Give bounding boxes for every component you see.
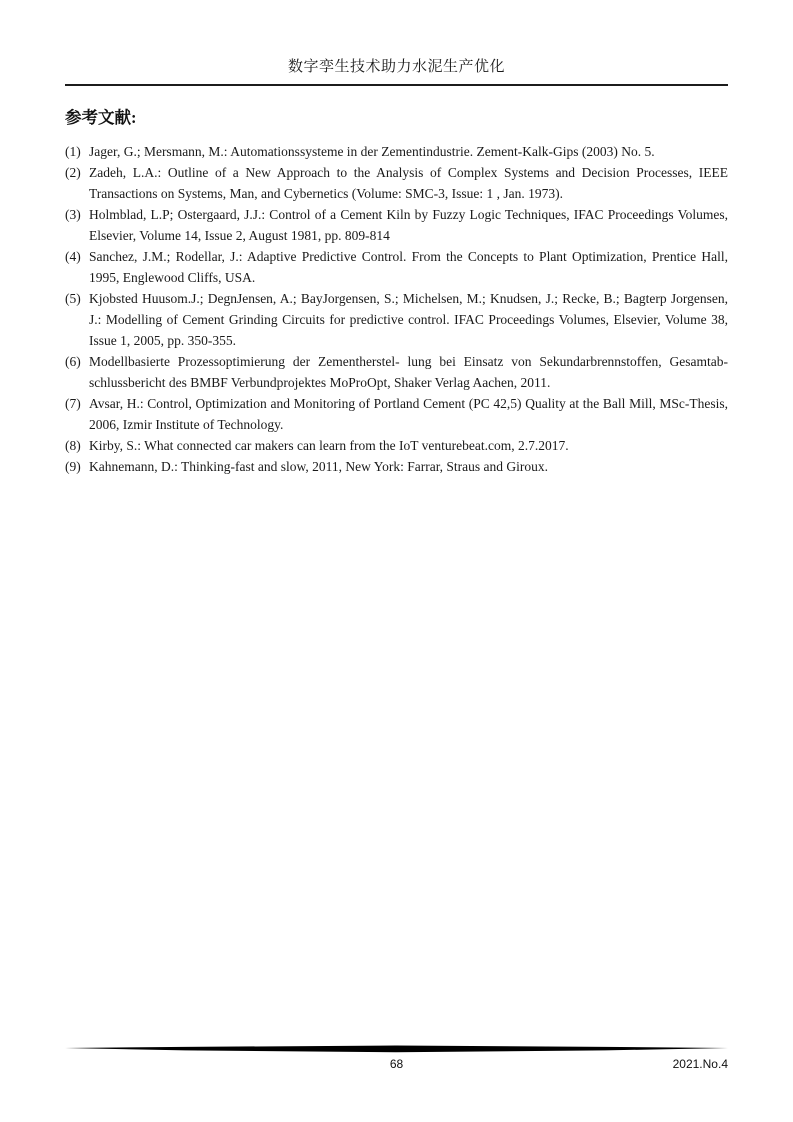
reference-marker: (6) (65, 354, 81, 369)
reference-item (65, 162, 728, 204)
reference-text: Zadeh, L.A.: Outline of a New Approach to the Analysis of Complex Systems and Decision Processes, IEEE Transactions on Systems, Man, and Cybernetics (Volume: SMC-3, Issue: 1 , Jan. 1973). (89, 165, 728, 201)
reference-marker: (4) (65, 249, 81, 264)
footer-meta (65, 1056, 728, 1072)
references-section (65, 107, 728, 477)
running-header-title: 数字孪生技术助力水泥生产优化 (287, 59, 505, 75)
issue-label: 2021.No.4 (672, 1057, 728, 1071)
reference-item (65, 456, 728, 477)
reference-item (65, 435, 728, 456)
reference-item (65, 246, 728, 288)
reference-item (65, 351, 728, 393)
reference-marker: (2) (65, 165, 81, 180)
reference-text: Jager, G.; Mersmann, M.: Automationssysteme in der Zementindustrie. Zement-Kalk-Gips (2003) No. 5. (89, 144, 655, 159)
page-number: 68 (389, 1057, 404, 1071)
reference-item (65, 393, 728, 435)
reference-marker: (3) (65, 207, 81, 222)
reference-marker: (5) (65, 291, 81, 306)
reference-marker: (9) (65, 459, 81, 474)
reference-item (65, 141, 728, 162)
references-heading: 参考文献: (65, 108, 137, 127)
page-footer (65, 1045, 728, 1072)
footer-divider (65, 1045, 728, 1053)
reference-text: Kjobsted Huusom.J.; DegnJensen, A.; BayJorgensen, S.; Michelsen, M.; Knudsen, J.; Recke, B.; Bagterp Jorgensen, J.: Modelling of Cement Grinding Circuits for predictive control. IFAC Proceedings Volumes, Elsevier, Volume 38, Issue 1, 2005, pp. 350-355. (89, 291, 728, 348)
reference-list (65, 141, 728, 477)
reference-text: Sanchez, J.M.; Rodellar, J.: Adaptive Predictive Control. From the Concepts to Plant Optimization, Prentice Hall, 1995, Englewood Cliffs, USA. (89, 249, 728, 285)
reference-text: Kahnemann, D.: Thinking-fast and slow, 2011, New York: Farrar, Straus and Giroux. (89, 459, 549, 474)
header-rule (65, 84, 728, 86)
reference-marker: (7) (65, 396, 81, 411)
reference-text: Kirby, S.: What connected car makers can learn from the IoT venturebeat.com, 2.7.2017. (89, 438, 569, 453)
reference-text: Holmblad, L.P; Ostergaard, J.J.: Control of a Cement Kiln by Fuzzy Logic Techniques, IFAC Proceedings Volumes, Elsevier, Volume 14, Issue 2, August 1981, pp. 809-814 (89, 207, 728, 243)
page-header (65, 0, 728, 86)
reference-item (65, 204, 728, 246)
reference-marker: (8) (65, 438, 81, 453)
reference-marker: (1) (65, 144, 81, 159)
reference-item (65, 288, 728, 351)
reference-text: Modellbasierte Prozessoptimierung der Zementherstel- lung bei Einsatz von Sekundarbrennstoffen, Gesamtab-schlussbericht des BMBF Verbundprojektes MoProOpt, Shaker Verlag Aachen, 2011. (89, 354, 728, 390)
reference-text: Avsar, H.: Control, Optimization and Monitoring of Portland Cement (PC 42,5) Quality at the Ball Mill, MSc-Thesis, 2006, Izmir Institute of Technology. (89, 396, 728, 432)
